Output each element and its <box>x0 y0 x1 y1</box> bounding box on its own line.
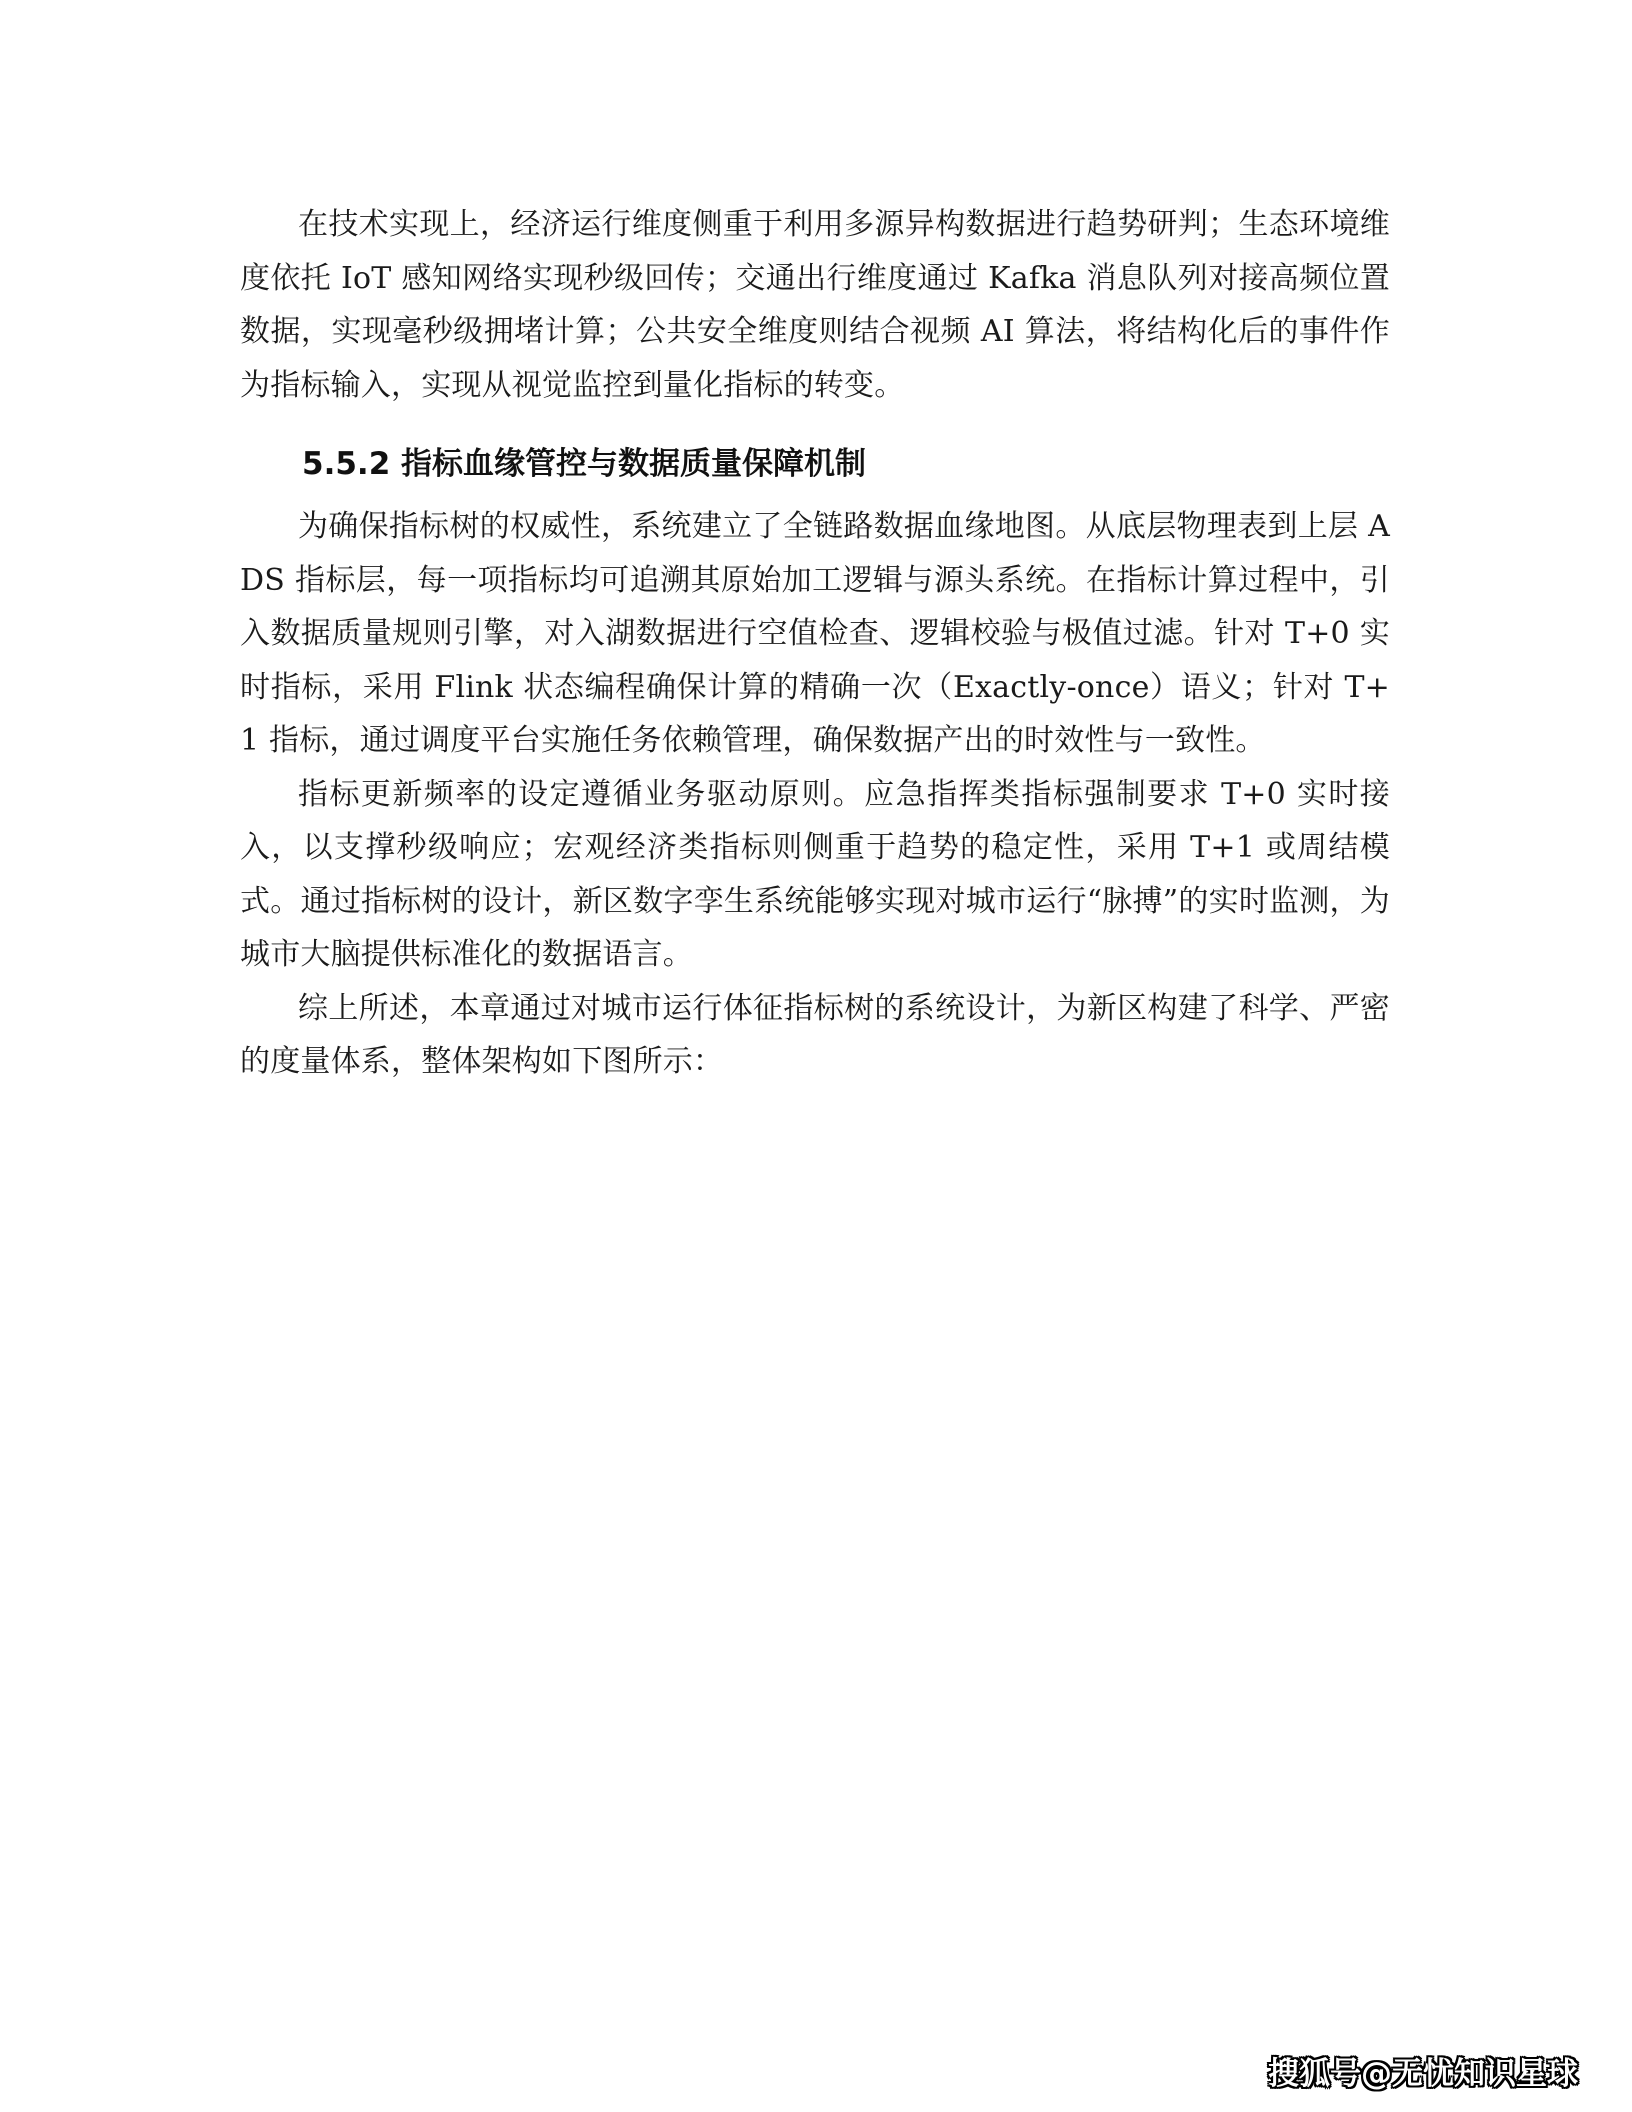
watermark: 搜狐号@无忧知识星球 <box>1268 2056 1578 2092</box>
body-paragraph: 在技术实现上，经济运行维度侧重于利用多源异构数据进行趋势研判；生态环境维度依托 IoT 感知网络实现秒级回传；交通出行维度通过 Kafka 消息队列对接高频位置数据，实现毫秒级拥堵计算；公共安全维度则结合视频 AI 算法，将结构化后的事件作为指标输入，实现从视觉监控到量化指标的转变。 <box>240 207 1390 403</box>
document-body <box>240 198 1390 1089</box>
section-heading: 5.5.2 指标血缘管控与数据质量保障机制 <box>302 446 867 482</box>
body-paragraph: 指标更新频率的设定遵循业务驱动原则。应急指挥类指标强制要求 T+0 实时接入，以支撑秒级响应；宏观经济类指标则侧重于趋势的稳定性，采用 T+1 或周结模式。通过指标树的设计，新区数字孪生系统能够实现对城市运行“脉搏”的实时监测，为城市大脑提供标准化的数据语言。 <box>240 776 1390 972</box>
body-paragraph: 综上所述，本章通过对城市运行体征指标树的系统设计，为新区构建了科学、严密的度量体系，整体架构如下图所示： <box>240 990 1390 1079</box>
body-paragraph: 为确保指标树的权威性，系统建立了全链路数据血缘地图。从底层物理表到上层 ADS 指标层，每一项指标均可追溯其原始加工逻辑与源头系统。在指标计算过程中，引入数据质量规则引擎，对入湖数据进行空值检查、逻辑校验与极值过滤。针对 T+0 实时指标，采用 Flink 状态编程确保计算的精确一次（Exactly-once）语义；针对 T+1 指标，通过调度平台实施任务依赖管理，确保数据产出的时效性与一致性。 <box>240 509 1390 758</box>
